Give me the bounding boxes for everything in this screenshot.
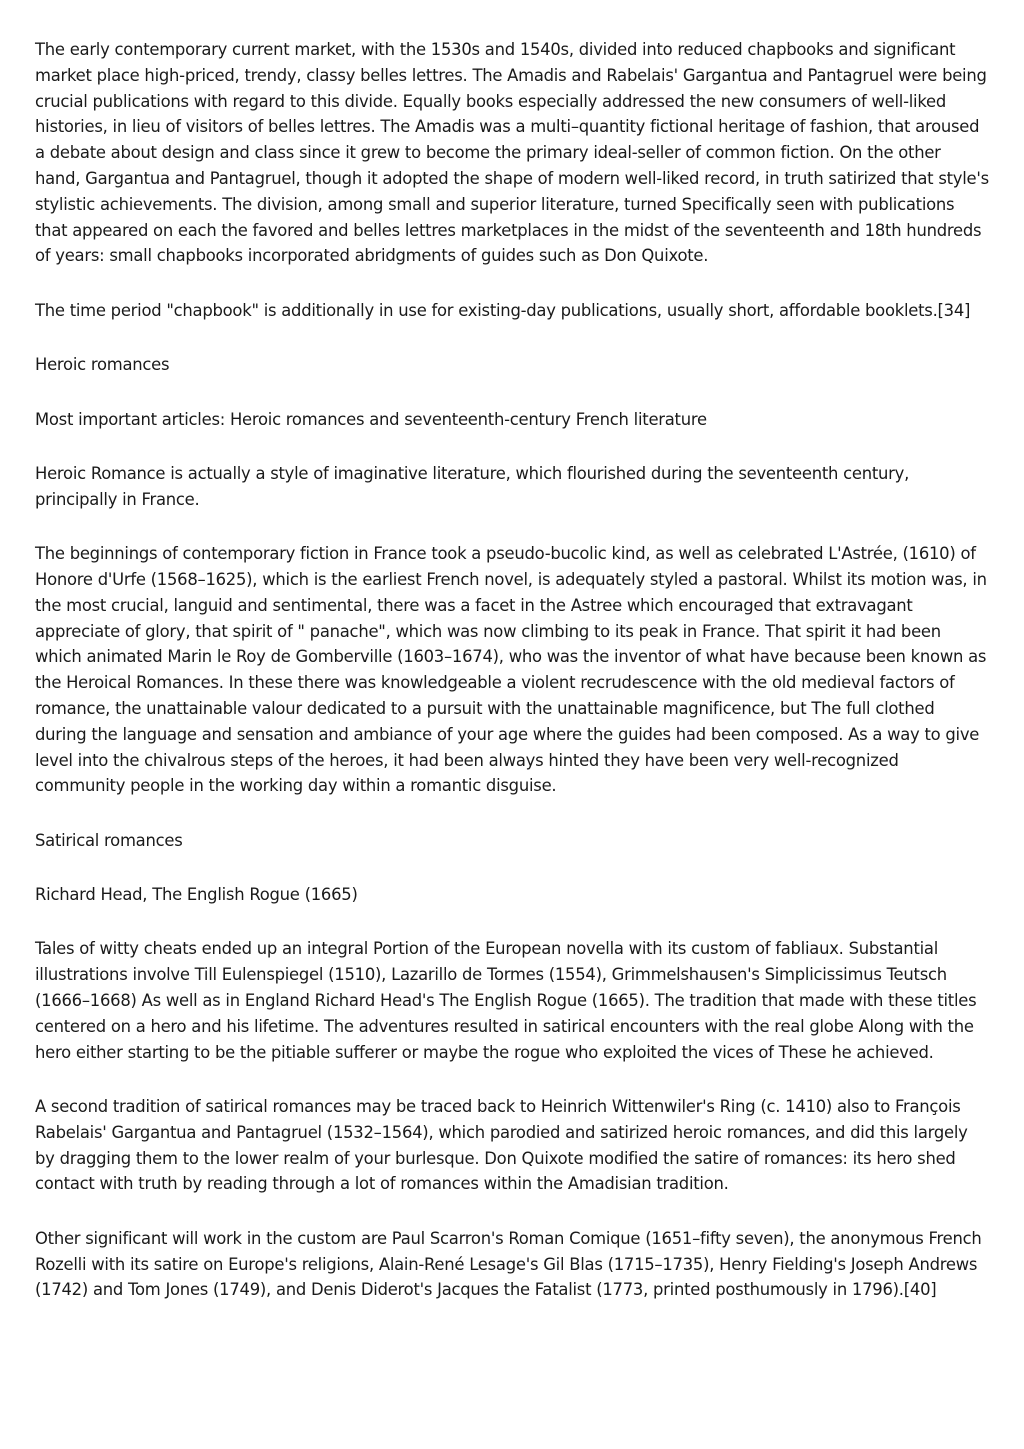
heading-heroic-romances: Heroic romances	[35, 355, 170, 375]
image-caption-english-rogue: Richard Head, The English Rogue (1665)	[35, 885, 358, 905]
paragraph-witty-cheats: Tales of witty cheats ended up an integral Portion of the European novella with its custom of fabliaux. Substantial illustrations involve Till Eulenspiegel (1510), Lazarillo de Tormes (1554), Grimmelshausen's Simplicissimus Teutsch (1666–1668) As well as in England Richard Head's The English Rogue (1665). The tradition that made with these titles centered on a hero and his lifetime. The adventures resulted in satirical encounters with the real globe Along with the hero either starting to be the pitiable sufferer or maybe the rogue who exploited the vices of These he achieved.	[35, 939, 977, 1062]
paragraph-second-tradition: A second tradition of satirical romances may be traced back to Heinrich Wittenwiler's Ring (c. 1410) also to François Rabelais' Gargantua and Pantagruel (1532–1564), which parodied and satirized heroic romances, and did this largely by dragging them to the lower realm of your burlesque. Don Quixote modified the satire of romances: its hero shed contact with truth by reading through a lot of romances within the Amadisian tradition.	[35, 1097, 968, 1194]
main-articles-note: Most important articles: Heroic romances and seventeenth-century French literature	[35, 409, 707, 429]
paragraph-heroic-romance-definition: Heroic Romance is actually a style of imaginative literature, which flourished during the seventeenth century, principally in France.	[35, 463, 910, 509]
heading-satirical-romances: Satirical romances	[35, 830, 183, 850]
paragraph-other-works: Other significant will work in the custom are Paul Scarron's Roman Comique (1651–fifty seven), the anonymous French Rozelli with its satire on Europe's religions, Alain-René Lesage's Gil Blas (1715–1735), Henry Fielding's Joseph Andrews (1742) and Tom Jones (1749), and Denis Diderot's Jacques the Fatalist (1773, printed posthumously in 1796).[40]	[35, 1228, 982, 1300]
paragraph-chapbook-market: The early contemporary current market, with the 1530s and 1540s, divided into reduced chapbooks and significant market place high-priced, trendy, classy belles lettres. The Amadis and Rabelais' Gargantua and Pantagruel were being crucial publications with regard to this divide. Equally books especially addressed the new consumers of well-liked histories, in lieu of visitors of belles lettres. The Amadis was a multi–quantity fictional heritage of fashion, that aroused a debate about design and class since it grew to become the primary ideal-seller of common fiction. On the other hand, Gargantua and Pantagruel, though it adopted the shape of modern well-liked record, in truth satirized that style's stylistic achievements. The division, among small and superior literature, turned Specifically seen with publications that appeared on each the favored and belles lettres marketplaces in the midst of the seventeenth and 18th hundreds of years: small chapbooks incorporated abridgments of guides such as Don Quixote.	[35, 40, 989, 266]
paragraph-chapbook-term: The time period "chapbook" is additionally in use for existing-day publications, usually short, affordable booklets.[34]	[35, 300, 971, 320]
paragraph-french-fiction-beginnings: The beginnings of contemporary fiction in France took a pseudo-bucolic kind, as well as celebrated L'Astrée, (1610) of Honore d'Urfe (1568–1625), which is the earliest French novel, is adequately styled a pastoral. Whilst its motion was, in the most crucial, languid and sentimental, there was a facet in the Astree which encouraged that extravagant appreciate of glory, that spirit of " panache", which was now climbing to its peak in France. That spirit it had been which animated Marin le Roy de Gomberville (1603–1674), who was the inventor of what have because been known as the Heroical Romances. In these there was knowledgeable a violent recrudescence with the old medieval factors of romance, the unattainable valour dedicated to a pursuit with the unattainable magnificence, but The full clothed during the language and sensation and ambiance of your age where the guides had been composed. As a way to give level into the chivalrous steps of the heroes, it had been always hinted they have been very well-recognized community people in the working day within a romantic disguise.	[35, 544, 987, 796]
